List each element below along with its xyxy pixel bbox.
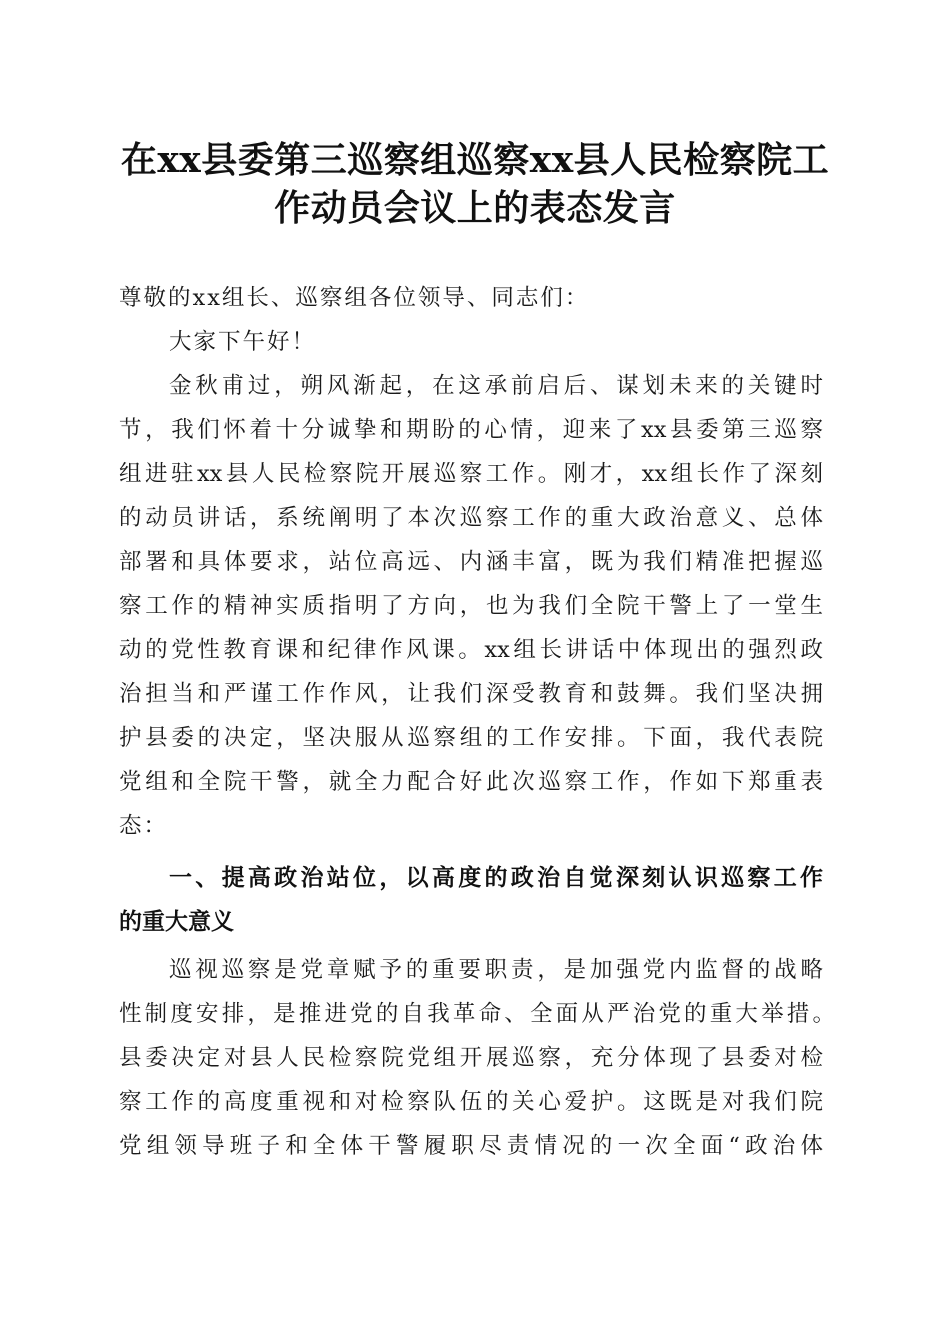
document-title-line-2: 作动员会议上的表态发言 (274, 187, 676, 229)
paragraph-2-line: 党组领导班子和全体干警履职尽责情况的一次全面“政治体 (119, 1133, 823, 1159)
paragraph-2-line: 性制度安排，是推进党的自我革命、全面从严治党的重大举措。 (119, 1001, 835, 1027)
paragraph-1-line: 节，我们怀着十分诚挚和期盼的心情，迎来了xx县委第三巡察 (119, 417, 823, 443)
paragraph-1-line: 组进驻xx县人民检察院开展巡察工作。刚才，xx组长作了深刻 (119, 461, 823, 487)
paragraph-1-line: 护县委的决定，坚决服从巡察组的工作安排。下面，我代表院 (119, 725, 823, 751)
section-heading-1-cont: 的重大意义 (119, 909, 234, 935)
section-heading-1: 一、提高政治站位，以高度的政治自觉深刻认识巡察工作 (169, 865, 823, 891)
paragraph-1-line: 治担当和严谨工作作风，让我们深受教育和鼓舞。我们坚决拥 (119, 681, 823, 707)
document-title-line-1: 在xx县委第三巡察组巡察xx县人民检察院工 (120, 139, 830, 181)
paragraph-1-line: 金秋甫过，朔风渐起，在这承前启后、谋划未来的关键时 (169, 373, 823, 399)
salutation: 尊敬的xx组长、巡察组各位领导、同志们： (119, 285, 590, 311)
paragraph-1-line: 部署和具体要求，站位高远、内涵丰富，既为我们精准把握巡 (119, 549, 823, 575)
paragraph-1-line: 的动员讲话，系统阐明了本次巡察工作的重大政治意义、总体 (119, 505, 823, 531)
paragraph-1-line: 党组和全院干警，就全力配合好此次巡察工作，作如下郑重表 (119, 769, 823, 795)
paragraph-2-line: 巡视巡察是党章赋予的重要职责，是加强党内监督的战略 (169, 957, 823, 983)
paragraph-2-line: 县委决定对县人民检察院党组开展巡察，充分体现了县委对检 (119, 1045, 823, 1071)
paragraph-1-line: 态： (119, 813, 169, 839)
greeting: 大家下午好！ (169, 329, 317, 355)
paragraph-1-line: 动的党性教育课和纪律作风课。xx组长讲话中体现出的强烈政 (119, 637, 823, 663)
paragraph-2-line: 察工作的高度重视和对检察队伍的关心爱护。这既是对我们院 (119, 1089, 823, 1115)
paragraph-1-line: 察工作的精神实质指明了方向，也为我们全院干警上了一堂生 (119, 593, 823, 619)
